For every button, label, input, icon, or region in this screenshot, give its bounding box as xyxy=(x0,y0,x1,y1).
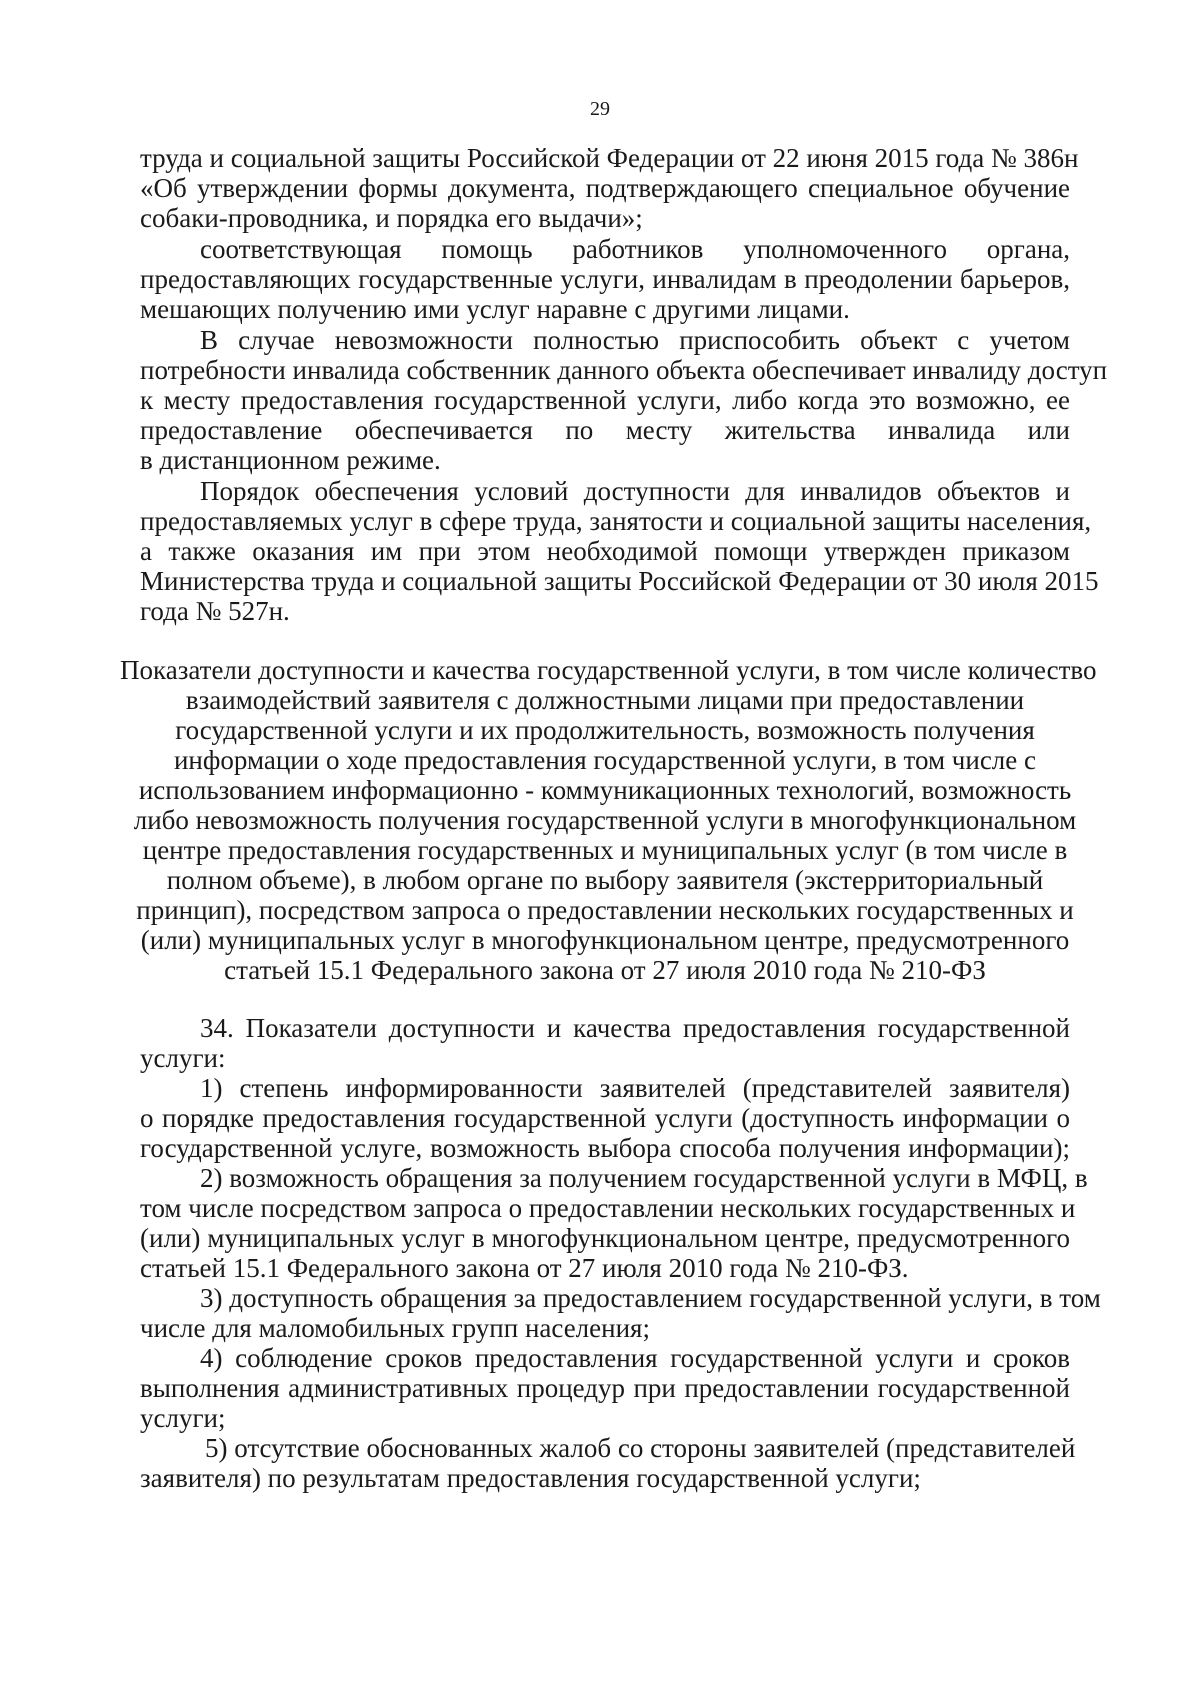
section-heading-line: государственной услуги и их продолжительность, возможность получения xyxy=(175,715,1035,745)
text-line: труда и социальной защиты Российской Федерации от 22 июня 2015 года № 386н xyxy=(140,143,1079,173)
section-heading-line: взаимодействий заявителя с должностными лицами при предоставлении xyxy=(185,685,1025,715)
section-heading-line: полном объеме), в любом органе по выбору заявителя (экстерриториальный xyxy=(166,865,1044,895)
section-heading-line: информации о ходе предоставления государственной услуги, в том числе с xyxy=(173,745,1036,775)
text-line: заявителя) по результатам предоставления государственной услуги; xyxy=(140,1463,921,1493)
section-heading-line: (или) муниципальных услуг в многофункциональном центре, предусмотренного xyxy=(140,925,1070,955)
section-heading-line: центре предоставления государственных и муниципальных услуг (в том числе в xyxy=(142,835,1068,865)
text-line: том числе посредством запроса о предоставлении нескольких государственных и xyxy=(140,1193,1076,1223)
text-line: предоставляющих государственные услуги, инвалидам в преодолении барьеров, xyxy=(140,264,1070,294)
text-line: 2) возможность обращения за получением государственной услуги в МФЦ, в xyxy=(200,1163,1088,1193)
text-line: выполнения административных процедур при предоставлении государственной xyxy=(140,1373,1070,1403)
section-heading-line: использованием информационно - коммуникационных технологий, возможность xyxy=(138,775,1072,805)
text-line: Порядок обеспечения условий доступности для инвалидов объектов и xyxy=(200,476,1070,506)
text-line: предоставляемых услуг в сфере труда, занятости и социальной защиты населения, xyxy=(140,506,1092,536)
text-line: соответствующая помощь работников уполномоченного органа, xyxy=(200,234,1070,264)
text-line: Министерства труда и социальной защиты Российской Федерации от 30 июля 2015 xyxy=(140,566,1099,596)
text-line: 4) соблюдение сроков предоставления государственной услуги и сроков xyxy=(200,1343,1070,1373)
text-line: потребности инвалида собственник данного объекта обеспечивает инвалиду доступ xyxy=(140,355,1108,385)
text-line: (или) муниципальных услуг в многофункциональном центре, предусмотренного xyxy=(140,1223,1070,1253)
text-line: мешающих получению ими услуг наравне с другими лицами. xyxy=(140,294,850,324)
text-line: 3) доступность обращения за предоставлением государственной услуги, в том xyxy=(200,1283,1101,1313)
text-line: 5) отсутствие обоснованных жалоб со стороны заявителей (представителей xyxy=(205,1433,1076,1463)
text-line: государственной услуге, возможность выбора способа получения информации); xyxy=(140,1133,1070,1163)
text-line: услуги: xyxy=(140,1043,226,1073)
text-line: собаки-проводника, и порядка его выдачи»; xyxy=(140,203,643,233)
text-line: «Об утверждении формы документа, подтверждающего специальное обучение xyxy=(140,173,1070,203)
text-line: о порядке предоставления государственной услуги (доступность информации о xyxy=(140,1103,1070,1133)
text-line: 34. Показатели доступности и качества предоставления государственной xyxy=(200,1013,1070,1043)
text-line: к месту предоставления государственной услуги, либо когда это возможно, ее xyxy=(140,385,1070,415)
text-line: В случае невозможности полностью приспособить объект с учетом xyxy=(200,325,1070,355)
section-heading-line: либо невозможность получения государственной услуги в многофункциональном xyxy=(133,805,1077,835)
text-line: числе для маломобильных групп населения; xyxy=(140,1313,650,1343)
text-line: а также оказания им при этом необходимой помощи утвержден приказом xyxy=(140,536,1070,566)
text-line: 1) степень информированности заявителей (представителей заявителя) xyxy=(200,1073,1070,1103)
section-heading-line: принцип), посредством запроса о предоставлении нескольких государственных и xyxy=(136,895,1074,925)
section-heading-line: статьей 15.1 Федерального закона от 27 июля 2010 года № 210-ФЗ xyxy=(224,955,986,985)
text-line: года № 527н. xyxy=(140,596,290,626)
section-heading-line: Показатели доступности и качества государственной услуги, в том числе количество xyxy=(120,655,1097,685)
text-line: в дистанционном режиме. xyxy=(140,445,441,475)
text-line: услуги; xyxy=(140,1403,226,1433)
text-line: статьей 15.1 Федерального закона от 27 июля 2010 года № 210-ФЗ. xyxy=(140,1253,909,1283)
text-line: предоставление обеспечивается по месту жительства инвалида или xyxy=(140,415,1070,445)
page-number: 29 xyxy=(590,98,610,120)
